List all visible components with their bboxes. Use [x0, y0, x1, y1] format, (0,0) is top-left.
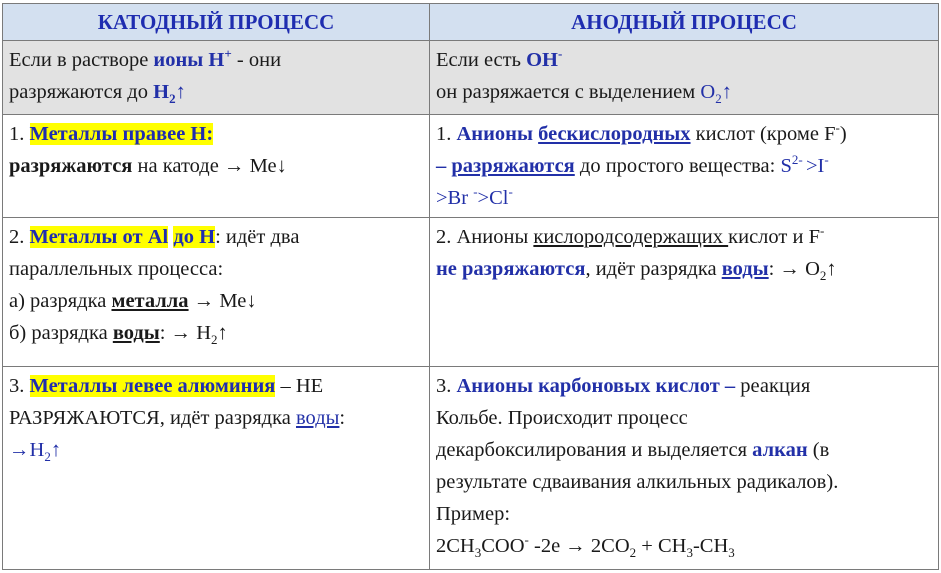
eq-charge: -: [524, 532, 529, 548]
electrolysis-table: [2, 3, 939, 570]
eq-part: -CH: [692, 535, 729, 557]
anode-condition-cell: [430, 41, 939, 115]
anions-label: 2. Анионы: [436, 226, 534, 248]
up-arrow-icon: ↑: [217, 322, 228, 344]
h2-subscript: 2: [44, 449, 51, 465]
close-paren: ): [839, 123, 847, 145]
colon: :: [339, 407, 346, 429]
eq-part: COO: [481, 535, 525, 557]
chloride-charge: -: [508, 184, 513, 200]
hydroxide-label: ОН: [526, 49, 558, 71]
o2-label: О: [700, 81, 716, 103]
item-number: 2.: [9, 226, 30, 248]
cathode-condition-cell: [3, 41, 430, 115]
fluoride-charge: -: [819, 223, 825, 239]
highlighted-title: до Н: [173, 226, 216, 248]
hydroxide-charge: -: [558, 46, 563, 62]
paren-text: (в: [807, 439, 830, 461]
condition-row: [3, 41, 939, 115]
table-row-1: [3, 115, 939, 218]
bromide-ion: >Br: [436, 187, 474, 209]
option-a-text: а) разрядка: [9, 290, 112, 312]
eq-subscript: 3: [728, 545, 735, 561]
sulfide-ion: S: [780, 155, 792, 177]
cathode-header: КАТОДНЫЙ ПРОЦЕСС: [3, 4, 430, 41]
hydrogen-result: →Н: [9, 439, 45, 461]
carboxylic-anions-title: Анионы карбоновых кислот –: [456, 375, 736, 397]
h2-subscript: 2: [211, 332, 218, 348]
cathode-cell-3: [3, 367, 430, 570]
anode-condition-line2: он разряжается с выделением: [436, 81, 701, 103]
water-term: воды: [296, 407, 340, 429]
bold-term: разряжаются: [9, 155, 133, 177]
sulfide-charge: 2-: [791, 152, 806, 168]
hydrogen-ion-charge: +: [224, 46, 232, 62]
cathode-cell-2: [3, 218, 430, 367]
table-row-3: [3, 367, 939, 570]
dash: –: [436, 155, 452, 177]
up-arrow-icon: ↑: [826, 258, 837, 280]
chloride-ion: >Cl: [477, 187, 509, 209]
fluoride-charge: -: [835, 120, 840, 136]
eq-subscript: 3: [686, 545, 693, 561]
decarboxylation-text: декарбоксилирования и выделяется: [436, 439, 753, 461]
cathode-condition-line2: разряжаются до: [9, 81, 154, 103]
alkane-term: алкан: [752, 439, 808, 461]
water-term: воды: [112, 322, 160, 344]
iodide-charge: -: [824, 152, 829, 168]
cathode-cell-1: [3, 115, 430, 218]
discharge-term: разряжаются: [451, 155, 575, 177]
acids-and-fluoride-text: кислот и F: [728, 226, 820, 248]
anions-label: Анионы: [456, 123, 539, 145]
cathode-condition-text: Если в растворе: [9, 49, 154, 71]
highlighted-title: Металлы от Al: [29, 226, 169, 248]
eq-subscript: 3: [474, 545, 482, 561]
water-term: воды: [721, 258, 769, 280]
bromide-charge: -: [473, 184, 478, 200]
eq-part: + CH: [636, 535, 687, 557]
up-arrow-icon: ↑: [50, 439, 62, 461]
cathode-result: на катоде → Ме↓: [132, 155, 287, 177]
h2-subscript: 2: [169, 91, 176, 107]
o2-subscript: 2: [715, 91, 722, 107]
table-row-2: [3, 218, 939, 367]
anode-cell-1: [430, 115, 939, 218]
oxygen-result: : → О: [768, 258, 820, 280]
anode-condition-text: Если есть: [436, 49, 527, 71]
anoxic-acids-term: бескислородных: [538, 123, 691, 145]
two-processes-text: : идёт два: [215, 226, 300, 248]
kolbe-equation: [436, 532, 735, 561]
table-header-row: [3, 4, 939, 41]
not-discharged-term: не разряжаются: [436, 258, 586, 280]
hydrogen-result: : → Н: [159, 322, 212, 344]
item-number: 3.: [436, 375, 457, 397]
water-discharge-text: РАЗРЯЖАЮТСЯ, идёт разрядка: [9, 407, 296, 429]
item-number: 1.: [9, 123, 30, 145]
not-discharged-text: – НЕ: [275, 375, 324, 397]
eq-part: -2e → 2CO: [528, 535, 630, 557]
up-arrow-icon: ↑: [175, 81, 186, 103]
option-b-text: б) разрядка: [9, 322, 113, 344]
hydrogen-ion-label: ионы Н: [153, 49, 225, 71]
item-number: 1.: [436, 123, 457, 145]
metal-result: → Ме↓: [188, 290, 257, 312]
highlighted-title: Металлы левее алюминия: [29, 375, 276, 397]
radical-dimerization-text: результате сдваивания алкильных радикалов).: [436, 471, 839, 493]
eq-part: 2CH: [436, 535, 475, 557]
up-arrow-icon: ↑: [721, 81, 732, 103]
anode-cell-2: [430, 218, 939, 367]
parallel-processes-text: параллельных процесса:: [9, 258, 224, 280]
iodide-ion: >I: [805, 155, 825, 177]
kolbe-text: Кольбе. Происходит процесс: [436, 407, 688, 429]
cathode-condition-suffix: - они: [231, 49, 282, 71]
eq-subscript: 2: [629, 545, 637, 561]
item-number: 3.: [9, 375, 30, 397]
metal-term: металла: [111, 290, 189, 312]
h2-label: Н: [153, 81, 170, 103]
anode-cell-3: [430, 367, 939, 570]
o2-subscript: 2: [819, 268, 827, 284]
simple-substance-text: до простого вещества:: [574, 155, 781, 177]
anode-header: АНОДНЫЙ ПРОЦЕСС: [430, 4, 939, 41]
example-label: Пример:: [436, 503, 511, 525]
oxygen-acids-term: кислородсодержащих: [533, 226, 729, 248]
highlighted-title: Металлы правее Н:: [29, 123, 214, 145]
water-discharge-text: , идёт разрядка: [585, 258, 722, 280]
reaction-text: реакция: [735, 375, 811, 397]
acids-except-text: кислот (кроме F: [690, 123, 836, 145]
